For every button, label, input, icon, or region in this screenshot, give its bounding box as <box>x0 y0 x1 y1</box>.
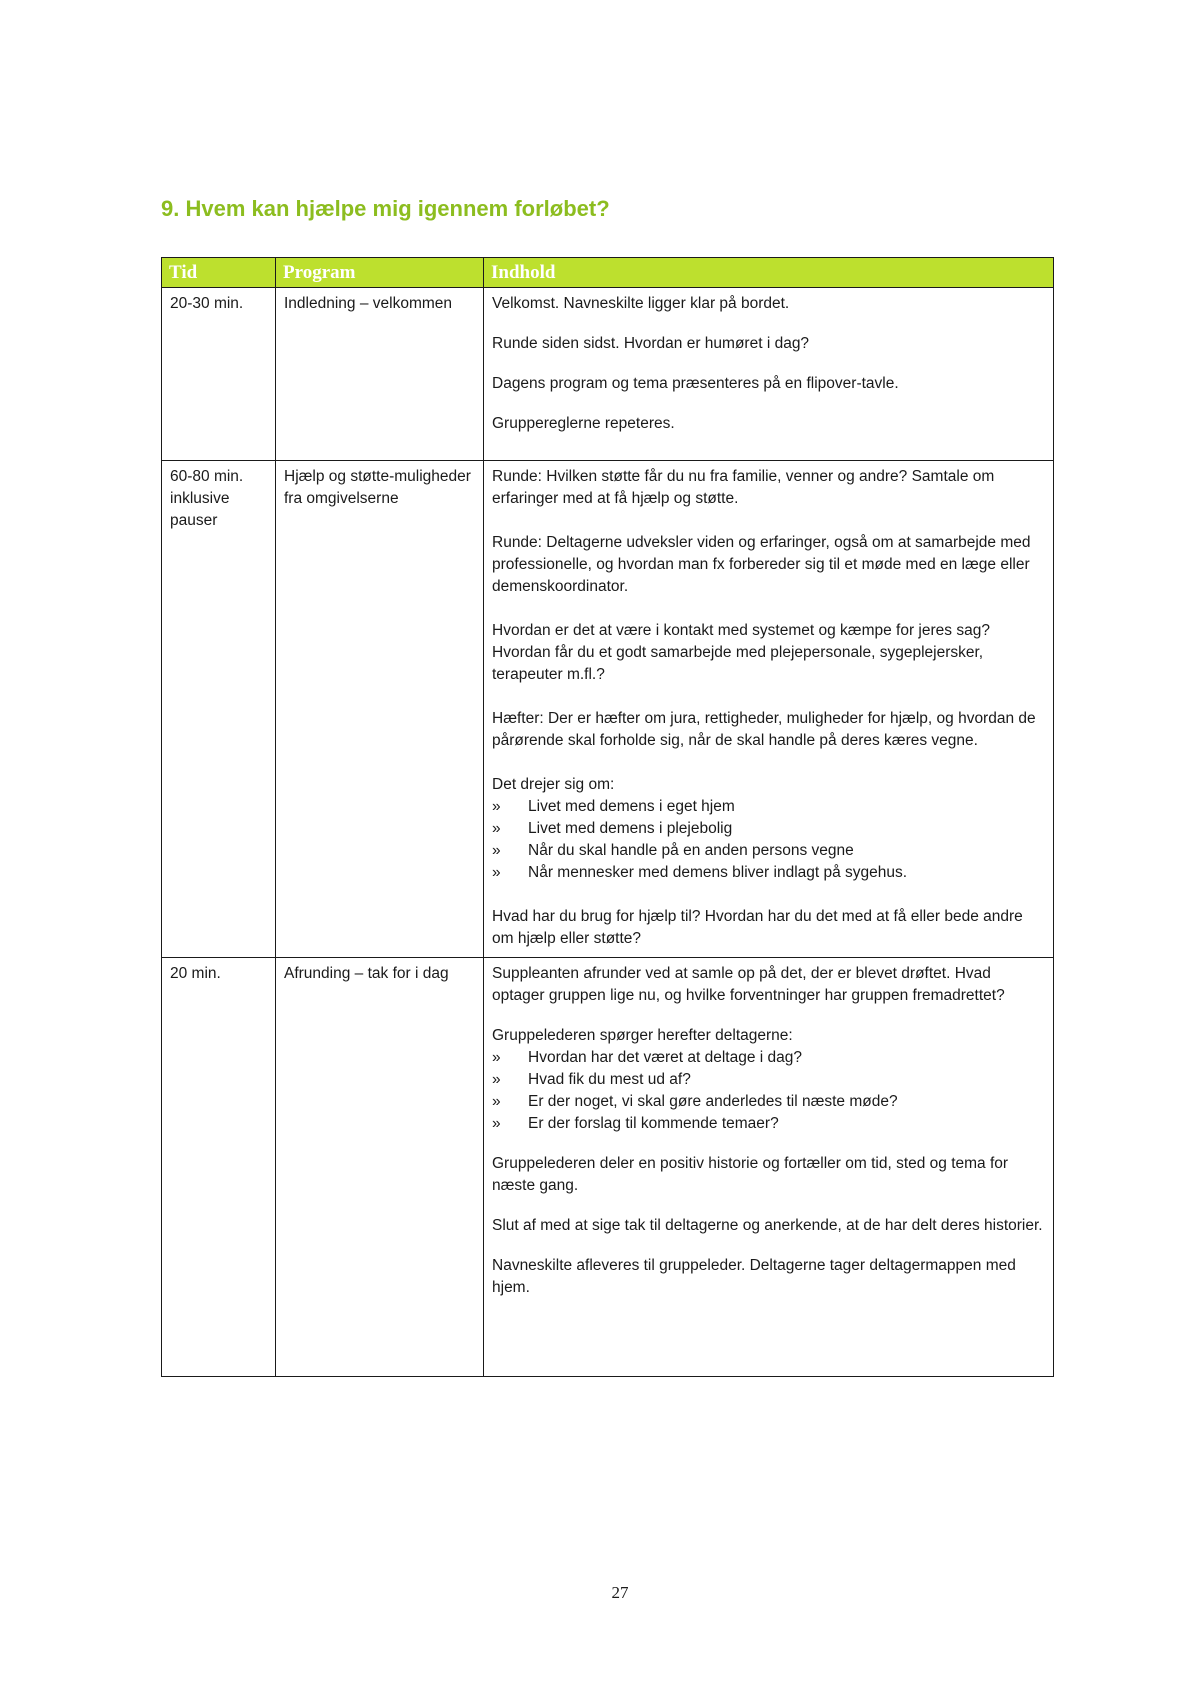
list-item: » Hvordan har det været at deltage i dag? <box>492 1047 1045 1069</box>
bullet-list <box>492 796 1045 884</box>
content-paragraph: Hvordan er det at være i kontakt med systemet og kæmpe for jeres sag? Hvordan får du et godt samarbejde med plejepersonale, sygeplejersker, terapeuter m.fl.? <box>492 622 990 683</box>
page-title: 9. Hvem kan hjælpe mig igennem forløbet? <box>161 196 610 221</box>
content-paragraph: Velkomst. Navneskilte ligger klar på bordet. <box>492 295 790 312</box>
content-paragraph: Det drejer sig om: <box>492 776 615 793</box>
content-paragraph: Navneskilte afleveres til gruppeleder. Deltagerne tager deltagermappen med hjem. <box>492 1257 1016 1296</box>
bullet-icon: » <box>492 1049 501 1066</box>
bullet-icon: » <box>492 820 501 837</box>
schedule-table <box>161 257 1054 1377</box>
content-paragraph: Gruppelederen deler en positiv historie og fortæller om tid, sted og tema for næste gang. <box>492 1155 1009 1194</box>
content-paragraph: Dagens program og tema præsenteres på en flipover-tavle. <box>492 375 899 392</box>
list-item: » Er der forslag til kommende temaer? <box>492 1113 1045 1135</box>
list-item: » Er der noget, vi skal gøre anderledes til næste møde? <box>492 1091 1045 1113</box>
cell-program: Afrunding – tak for i dag <box>276 958 484 1377</box>
content-paragraph: Runde: Hvilken støtte får du nu fra familie, venner og andre? Samtale om erfaringer med at få hjælp og støtte. <box>492 468 995 507</box>
content-paragraph: Runde siden sidst. Hvordan er humøret i dag? <box>492 335 810 352</box>
list-item: » Når mennesker med demens bliver indlagt på sygehus. <box>492 862 1045 884</box>
bullet-icon: » <box>492 1115 501 1132</box>
content-paragraph: Runde: Deltagerne udveksler viden og erfaringer, også om at samarbejde med professionelle, og hvordan man fx forbereder sig til et møde med en læge eller demenskoordinator. <box>492 534 1031 595</box>
table-row <box>162 958 1054 1377</box>
cell-program: Indledning – velkommen <box>276 288 484 461</box>
content-paragraph: Gruppereglerne repeteres. <box>492 415 675 432</box>
content-paragraph: Hæfter: Der er hæfter om jura, rettigheder, muligheder for hjælp, og hvordan de pårørende skal forholde sig, når de skal handle på deres kæres vegne. <box>492 710 1036 749</box>
table-row <box>162 461 1054 958</box>
content-paragraph: Gruppelederen spørger herefter deltagerne: <box>492 1027 793 1044</box>
list-item: » Livet med demens i eget hjem <box>492 796 1045 818</box>
cell-tid: 20 min. <box>162 958 276 1377</box>
cell-indhold <box>484 461 1054 958</box>
header-program: Program <box>276 258 484 288</box>
bullet-icon: » <box>492 864 501 881</box>
table-header-row <box>162 258 1054 288</box>
page-number: 27 <box>611 1583 629 1602</box>
cell-tid: 60-80 min. inklusive pauser <box>162 461 276 958</box>
bullet-icon: » <box>492 842 501 859</box>
list-item: » Hvad fik du mest ud af? <box>492 1069 1045 1091</box>
bullet-list <box>492 1047 1045 1135</box>
table-row <box>162 288 1054 461</box>
cell-program: Hjælp og støtte-muligheder fra omgivelserne <box>276 461 484 958</box>
bullet-icon: » <box>492 1093 501 1110</box>
content-paragraph: Suppleanten afrunder ved at samle op på det, der er blevet drøftet. Hvad optager gruppen lige nu, og hvilke forventninger har gruppen fremadrettet? <box>492 965 1005 1004</box>
list-item: » Når du skal handle på en anden persons vegne <box>492 840 1045 862</box>
list-item: » Livet med demens i plejebolig <box>492 818 1045 840</box>
cell-indhold <box>484 288 1054 461</box>
cell-tid: 20-30 min. <box>162 288 276 461</box>
content-paragraph: Slut af med at sige tak til deltagerne og anerkende, at de har delt deres historier. <box>492 1217 1043 1234</box>
header-indhold: Indhold <box>484 258 1054 288</box>
header-tid: Tid <box>162 258 276 288</box>
bullet-icon: » <box>492 1071 501 1088</box>
bullet-icon: » <box>492 798 501 815</box>
cell-indhold <box>484 958 1054 1377</box>
content-paragraph: Hvad har du brug for hjælp til? Hvordan har du det med at få eller bede andre om hjælp eller støtte? <box>492 908 1023 947</box>
